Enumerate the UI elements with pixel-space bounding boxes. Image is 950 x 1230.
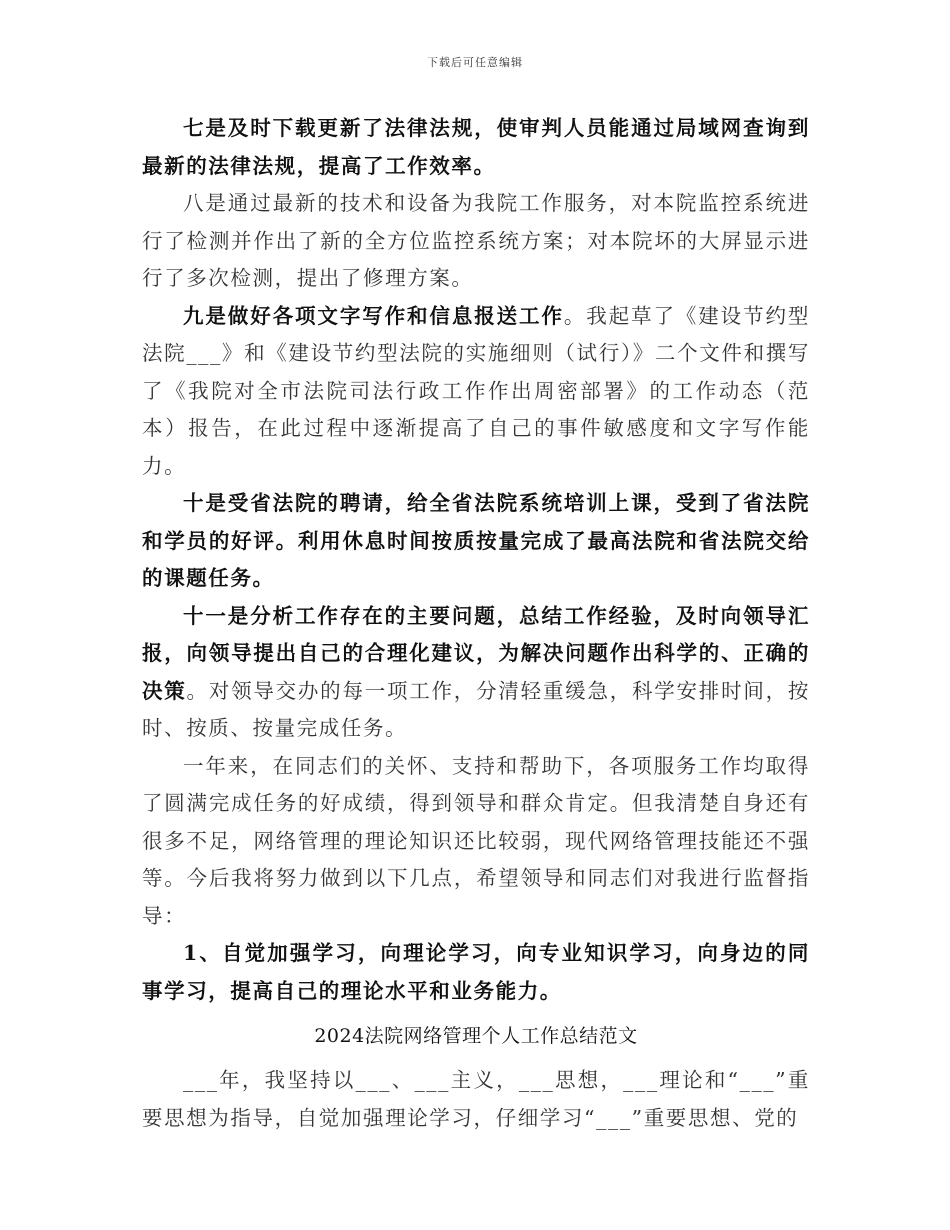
paragraph-item-11	[142, 598, 810, 748]
paragraph-item-10: 十是受省法院的聘请，给全省法院系统培训上课，受到了省法院和学员的好评。利用休息时间按质按量完成了最高法院和省法院交给的课题任务。	[142, 491, 810, 590]
document-body	[142, 110, 810, 1137]
paragraph-plan-1: 1、自觉加强学习，向理论学习，向专业知识学习，向身边的同事学习，提高自己的理论水平和业务能力。	[142, 941, 810, 1003]
section-intro: ___年，我坚持以___、___主义，___思想，___理论和“___”重要思想为指导，自觉加强理论学习，仔细学习“___”重要思想、党的	[142, 1068, 810, 1130]
paragraph-item-9-heading: 九是做好各项文字写作和信息报送工作	[183, 303, 564, 328]
section-title: 2024法院网络管理个人工作总结范文	[314, 1025, 638, 1047]
paragraph-item-11-heading: 十一是分析工作存在的主要问题，总结工作经验，及时向领导汇报，向领导提出自己的合理化建议，为解决问题作出科学的、正确的决策	[142, 603, 810, 703]
paragraph-item-9-body: 。我起草了《建设节约型法院___》和《建设节约型法院的实施细则（试行）》二个文件和撰写了《我院对全市法院司法行政工作作出周密部署》的工作动态（范本）报告，在此过程中逐渐提高了自己的事件敏感度和文字写作能力。	[142, 303, 810, 478]
paragraph-summary: 一年来，在同志们的关怀、支持和帮助下，各项服务工作均取得了圆满完成任务的好成绩，得到领导和群众肯定。但我清楚自身还有很多不足，网络管理的理论知识还比较弱，现代网络管理技能还不强等。今后我将努力做到以下几点，希望领导和同志们对我进行监督指导：	[142, 753, 810, 928]
paragraph-item-7: 七是及时下载更新了法律法规，使审判人员能通过局域网查询到最新的法律法规，提高了工作效率。	[142, 116, 810, 178]
header-note: 下载后可任意编辑	[427, 56, 523, 69]
paragraph-item-11-body: 。对领导交办的每一项工作，分清轻重缓急，科学安排时间，按时、按质、按量完成任务。	[142, 678, 810, 740]
paragraph-item-8: 八是通过最新的技术和设备为我院工作服务，对本院监控系统进行了检测并作出了新的全方位监控系统方案；对本院坏的大屏显示进行了多次检测，提出了修理方案。	[142, 191, 810, 290]
paragraph-item-9	[142, 298, 810, 486]
